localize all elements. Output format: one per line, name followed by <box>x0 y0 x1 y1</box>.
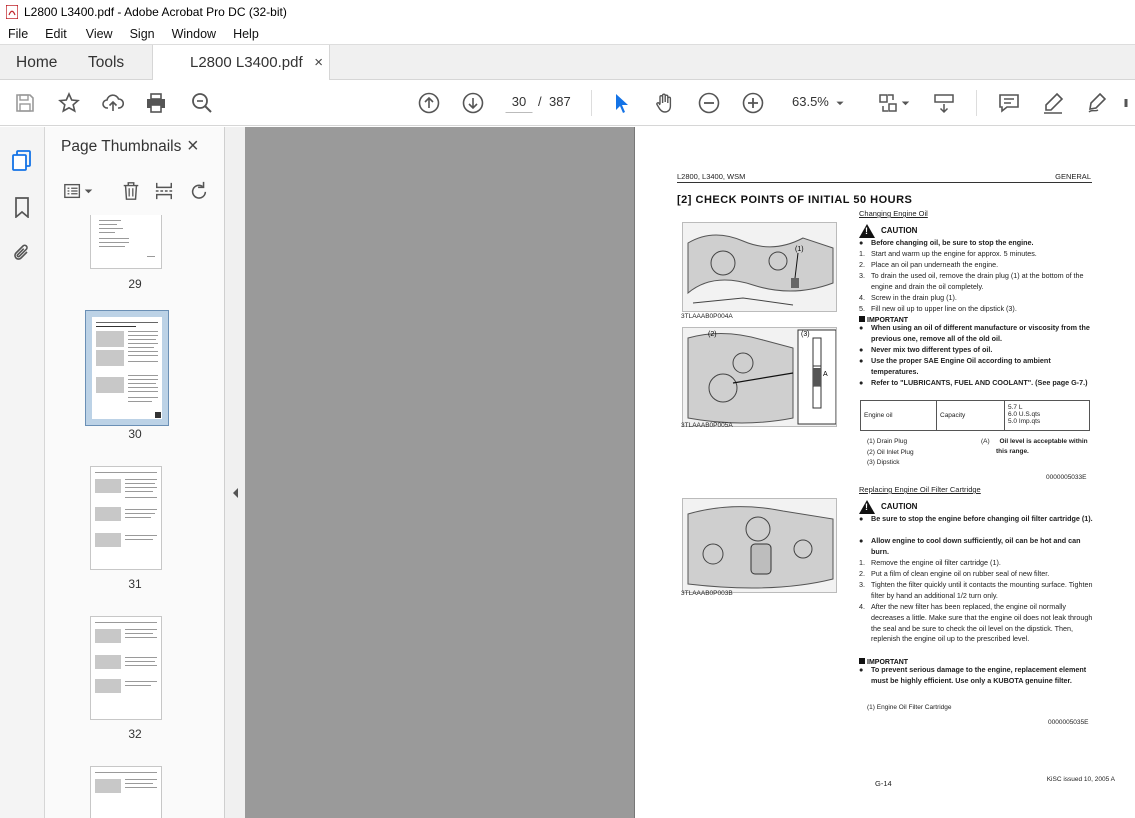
thumb-text-line <box>128 383 156 384</box>
step-number: 5. <box>859 304 865 313</box>
step-number: 2. <box>859 569 865 578</box>
thumb-figure <box>96 350 124 366</box>
legend-mark: (A) <box>981 438 990 445</box>
zoom-in-icon[interactable] <box>741 91 765 115</box>
step-text: To drain the used oil, remove the drain plug (1) at the bottom of the engine and drain the oil completely. <box>871 271 1084 291</box>
capacity-imp-qts: 5.0 Imp.qts <box>1008 418 1041 425</box>
bullet-text: Refer to "LUBRICANTS, FUEL AND COOLANT". (See page G-7.) <box>871 378 1088 387</box>
warning-triangle-icon <box>859 224 875 238</box>
menu-view[interactable]: View <box>85 27 113 41</box>
bullet-text: To prevent serious damage to the engine, replacement element must be highly efficient. Use only a KUBOTA genuine filter. <box>871 665 1087 685</box>
subheading-filter: Replacing Engine Oil Filter Cartridge <box>859 485 981 494</box>
options-chevron-icon[interactable] <box>81 179 95 203</box>
step-number: 4. <box>859 602 865 611</box>
page-number-input[interactable]: 30 <box>505 91 533 113</box>
svg-text:(2): (2) <box>708 331 717 338</box>
thumb-figure <box>95 507 121 521</box>
important-bullet <box>859 356 1093 378</box>
thumb-text-line <box>125 497 157 498</box>
tab-document[interactable] <box>152 45 330 81</box>
page-thumbnail[interactable] <box>90 616 162 720</box>
thumb-figure <box>95 679 121 693</box>
step-text: Start and warm up the engine for approx. 5 minutes. <box>871 249 1037 258</box>
step <box>859 580 1093 602</box>
thumb-text-line <box>95 622 157 623</box>
delete-page-icon[interactable] <box>119 179 143 203</box>
comment-icon[interactable] <box>997 91 1021 115</box>
print-icon[interactable] <box>144 91 168 115</box>
menu-file[interactable]: File <box>8 27 29 41</box>
thumb-text-line <box>96 326 136 327</box>
thumb-figure <box>95 655 121 669</box>
bullet-text: Before changing oil, be sure to stop the engine. <box>871 238 1034 247</box>
page-header-left: L2800, L3400, WSM <box>677 172 746 181</box>
svg-text:(3): (3) <box>801 331 810 338</box>
figure-caption: 3TLAAAB0P005A <box>681 422 733 429</box>
thumb-text-line <box>125 665 157 666</box>
tab-home[interactable]: Home <box>16 54 58 71</box>
capacity-liters: 5.7 L <box>1008 404 1023 411</box>
step <box>859 569 1093 580</box>
thumb-text-line <box>128 401 152 402</box>
fit-page-icon[interactable] <box>876 91 900 115</box>
thumbnail-page-number: 30 <box>128 427 142 441</box>
thumb-text-line <box>128 387 158 388</box>
engine-figure-filter <box>682 498 837 593</box>
step-number: 3. <box>859 271 865 280</box>
caution-bullet <box>859 536 1093 558</box>
thumb-text-line <box>99 224 117 225</box>
thumbnail-list <box>45 215 225 818</box>
thumb-text-line <box>125 479 157 480</box>
thumb-view-marker <box>155 412 161 418</box>
issue-footer: KiSC issued 10, 2005 A <box>1046 776 1115 783</box>
figure-caption: 3TLAAAB0P004A <box>681 313 733 320</box>
zoom-search-icon[interactable] <box>190 91 214 115</box>
important-heading: IMPORTANT <box>859 658 908 666</box>
bullet-mark: ● <box>859 238 864 247</box>
thumb-figure <box>96 377 124 393</box>
thumb-text-line <box>125 491 153 492</box>
step-text: Place an oil pan underneath the engine. <box>871 260 999 269</box>
step-number: 3. <box>859 580 865 589</box>
caution-bullet <box>859 514 1093 525</box>
thumb-text-line <box>99 238 129 239</box>
header-rule <box>677 182 1092 183</box>
capacity-us-qts: 6.0 U.S.qts <box>1008 411 1041 418</box>
step <box>859 271 1093 293</box>
thumb-text-line <box>99 220 121 221</box>
bullet-mark: ● <box>859 323 864 332</box>
warning-triangle-icon <box>859 500 875 514</box>
page-thumbnail[interactable] <box>90 766 162 818</box>
thumb-text-line <box>128 397 158 398</box>
rotate-page-icon[interactable] <box>187 179 211 203</box>
bullet-mark: ● <box>859 378 864 387</box>
tab-bar <box>0 44 1135 80</box>
step-text: Fill new oil up to upper line on the dipstick (3). <box>871 304 1017 313</box>
thumb-text-line <box>99 228 123 229</box>
step <box>859 304 1093 315</box>
step-text: Screw in the drain plug (1). <box>871 293 957 302</box>
thumb-text-line <box>128 339 156 340</box>
step-text: Put a film of clean engine oil on rubber seal of new filter. <box>871 569 1050 578</box>
subheading-changing-oil: Changing Engine Oil <box>859 209 928 218</box>
legend-text: Oil level is acceptable within <box>999 438 1088 445</box>
extract-pages-icon[interactable] <box>152 179 176 203</box>
table-cell: Capacity <box>937 401 1005 431</box>
thumb-text-line <box>125 509 157 510</box>
thumb-text-line <box>125 685 151 686</box>
table-cell: Engine oil <box>861 401 937 431</box>
step-text: After the new filter has been replaced, the engine oil normally decreases a little. Make sure that the engine oil does not leak through the seal and be sure to check the oil level on the dipstick. Then, replenish the engine oil up to the prescribed level. <box>871 602 1093 644</box>
thumb-page <box>92 317 162 419</box>
thumbnail-page-number: 31 <box>128 577 142 591</box>
oil-capacity-table <box>860 400 1090 431</box>
bullet-text: Use the proper SAE Engine Oil according to ambient temperatures. <box>871 356 1051 376</box>
bullet-text: Never mix two different types of oil. <box>871 345 993 354</box>
pdf-page <box>634 127 1135 818</box>
tab-close-icon[interactable]: × <box>314 54 323 71</box>
zoom-dropdown-chevron-icon[interactable] <box>833 91 847 115</box>
step <box>859 293 1093 304</box>
legend-item: (1) Drain Plug <box>867 438 908 445</box>
page-total: 387 <box>549 94 571 109</box>
step-text: Tighten the filter quickly until it contacts the mounting surface. Tighten filter by hand an additional 1/2 turn only. <box>871 580 1093 600</box>
important-bullet <box>859 378 1093 389</box>
thumb-text-line <box>125 535 157 536</box>
step <box>859 260 1093 271</box>
caution-heading <box>859 224 917 238</box>
thumb-figure <box>95 629 121 643</box>
menu-help[interactable]: Help <box>233 27 259 41</box>
bullet-mark: ● <box>859 536 864 545</box>
thumb-figure <box>95 779 121 793</box>
caution-label: CAUTION <box>881 226 918 236</box>
legend-list <box>867 437 914 469</box>
important-bullet <box>859 323 1093 345</box>
thumb-text-line <box>147 256 155 257</box>
thumb-text-line <box>128 391 158 392</box>
figure-caption: 3TLAAAB0P003B <box>681 590 733 597</box>
important-bullet <box>859 665 1093 687</box>
svg-text:(1): (1) <box>795 246 804 253</box>
section-title: [2] CHECK POINTS OF INITIAL 50 HOURS <box>677 194 913 206</box>
page-thumbnail[interactable] <box>90 215 162 269</box>
scroll-mode-icon[interactable] <box>932 91 956 115</box>
menu-edit[interactable]: Edit <box>45 27 67 41</box>
thumb-text-line <box>125 517 151 518</box>
attachments-paperclip-icon[interactable] <box>10 241 34 265</box>
tab-tools[interactable]: Tools <box>88 54 125 71</box>
menu-window[interactable]: Window <box>171 27 217 41</box>
thumb-text-line <box>125 661 155 662</box>
hand-tool-icon[interactable] <box>653 91 677 115</box>
bullet-mark: ● <box>859 356 864 365</box>
engine-figure-drain-plug <box>682 222 837 312</box>
page-thumbnail-selected[interactable] <box>85 310 169 426</box>
bullet-mark: ● <box>859 665 864 674</box>
title-bar <box>0 0 1135 24</box>
step-number: 2. <box>859 260 865 269</box>
menu-bar <box>0 24 1135 44</box>
thumb-text-line <box>128 335 158 336</box>
bookmark-star-icon[interactable] <box>57 91 81 115</box>
fit-dropdown-chevron-icon[interactable] <box>899 91 911 115</box>
caution-bullet <box>859 238 1093 249</box>
acrobat-app-icon <box>6 5 18 19</box>
collapse-arrow-icon[interactable] <box>231 487 239 499</box>
thumb-text-line <box>128 375 158 376</box>
step <box>859 602 1093 645</box>
thumb-text-line <box>125 779 157 780</box>
toolbar <box>0 80 1135 126</box>
thumb-text-line <box>95 772 157 773</box>
navigation-rail <box>0 127 45 818</box>
more-tools-icon[interactable] <box>1124 91 1135 115</box>
page-number-footer: G-14 <box>875 779 892 788</box>
thumb-text-line <box>128 351 158 352</box>
thumb-text-line <box>125 539 153 540</box>
tab-document-label: L2800 L3400.pdf <box>190 54 303 71</box>
save-icon[interactable] <box>13 91 37 115</box>
menu-sign[interactable]: Sign <box>129 27 155 41</box>
step <box>859 558 1093 569</box>
thumb-text-line <box>128 347 154 348</box>
legend-item: (3) Dipstick <box>867 459 900 466</box>
thumb-text-line <box>125 783 153 784</box>
highlight-pen-icon[interactable] <box>1041 91 1065 115</box>
bullet-text: When using an oil of different manufacture or viscosity from the previous one, remove all of the old oil. <box>871 323 1090 343</box>
thumb-figure <box>95 479 121 493</box>
legend-item-a <box>981 437 1088 448</box>
step <box>859 249 1093 260</box>
thumb-text-line <box>96 322 158 323</box>
thumb-text-line <box>125 513 155 514</box>
bullet-text: Allow engine to cool down sufficiently, oil can be hot and can burn. <box>871 536 1081 556</box>
thumb-text-line <box>128 343 158 344</box>
upload-cloud-icon[interactable] <box>101 91 125 115</box>
thumb-text-line <box>128 331 158 332</box>
thumb-text-line <box>125 681 157 682</box>
panel-close-icon[interactable]: × <box>187 135 199 157</box>
legend-item: (1) Engine Oil Filter Cartridge <box>867 704 952 711</box>
previous-page-icon[interactable] <box>417 91 441 115</box>
thumb-text-line <box>125 629 157 630</box>
page-thumbnails-panel <box>45 127 225 818</box>
bookmarks-icon[interactable] <box>10 195 34 219</box>
thumb-text-line <box>128 361 158 362</box>
engine-figure-dipstick <box>682 327 837 427</box>
page-thumbnails-icon[interactable] <box>10 148 34 172</box>
zoom-out-icon[interactable] <box>697 91 721 115</box>
thumb-text-line <box>128 355 158 356</box>
select-cursor-icon[interactable] <box>609 91 633 115</box>
caution-heading <box>859 500 917 514</box>
thumb-text-line <box>95 472 157 473</box>
thumb-text-line <box>125 637 157 638</box>
important-heading: IMPORTANT <box>859 316 908 324</box>
thumb-text-line <box>99 232 115 233</box>
thumb-text-line <box>125 633 153 634</box>
thumb-text-line <box>125 487 157 488</box>
toolbar-divider-2 <box>976 90 977 116</box>
thumb-text-line <box>128 379 158 380</box>
document-code: 0000005035E <box>1048 719 1089 726</box>
thumb-figure <box>95 533 121 547</box>
page-separator: / <box>538 94 542 109</box>
step-number: 1. <box>859 558 865 567</box>
page-thumbnail[interactable] <box>90 466 162 570</box>
zoom-level-select[interactable]: 63.5% <box>792 94 829 109</box>
next-page-icon[interactable] <box>461 91 485 115</box>
caution-label: CAUTION <box>881 502 918 512</box>
table-cell-capacity <box>1005 401 1090 431</box>
thumb-text-line <box>125 483 155 484</box>
draw-sign-icon[interactable] <box>1085 91 1109 115</box>
toolbar-divider <box>591 90 592 116</box>
document-view[interactable] <box>245 127 1135 818</box>
thumbnail-page-number: 32 <box>128 727 142 741</box>
window-title: L2800 L3400.pdf - Adobe Acrobat Pro DC (32-bit) <box>24 5 287 19</box>
page-header-right: GENERAL <box>1055 172 1091 181</box>
thumb-text-line <box>99 242 129 243</box>
bullet-mark: ● <box>859 345 864 354</box>
legend-item: (2) Oil Inlet Plug <box>867 448 914 456</box>
svg-text:A: A <box>823 371 828 378</box>
document-code: 0000005033E <box>1046 474 1087 481</box>
panel-title: Page Thumbnails <box>61 138 182 155</box>
panel-toolbar <box>45 177 225 205</box>
bullet-mark: ● <box>859 514 864 523</box>
bullet-text: Be sure to stop the engine before changing oil filter cartridge (1). <box>871 514 1093 523</box>
step-number: 4. <box>859 293 865 302</box>
legend-text-cont: this range. <box>996 448 1029 455</box>
thumb-text-line <box>125 787 157 788</box>
thumb-text-line <box>99 246 125 247</box>
important-bullet <box>859 345 1093 356</box>
step-number: 1. <box>859 249 865 258</box>
thumb-text-line <box>125 657 157 658</box>
step-text: Remove the engine oil filter cartridge (1). <box>871 558 1001 567</box>
thumb-figure <box>96 331 124 347</box>
panel-collapse-gutter[interactable] <box>225 127 245 818</box>
thumbnail-page-number: 29 <box>128 277 142 291</box>
